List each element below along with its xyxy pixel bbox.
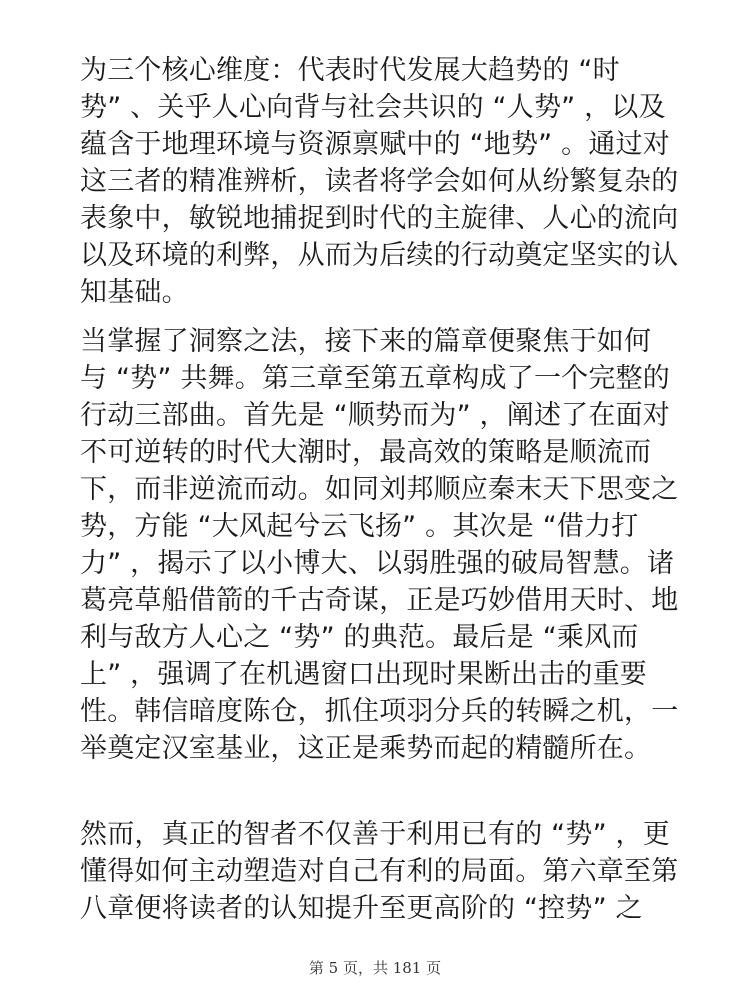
text-line: 势，方能 “大风起兮云飞扬” 。其次是 “借力打 — [80, 511, 639, 542]
text-line: 势” 、关乎人心向背与社会共识的 “人势” ，以及 — [80, 92, 666, 123]
text-line: 八章便将读者的认知提升至更高阶的 “控势” 之 — [80, 893, 643, 924]
text-line: 然而，真正的智者不仅善于利用已有的 “势” ，更 — [80, 819, 670, 850]
text-line: 以及环境的利弊，从而为后续的行动奠定坚实的认 — [80, 240, 679, 271]
text-line: 下，而非逆流而动。如同刘邦顺应秦末天下思变之 — [80, 474, 679, 505]
text-line: 上” ，强调了在机遇窗口出现时果断出击的重要 — [80, 659, 647, 690]
text-line: 不可逆转的时代大潮时，最高效的策略是顺流而 — [80, 437, 652, 468]
text-line: 蕴含于地理环境与资源禀赋中的 “地势” 。通过对 — [80, 129, 670, 160]
text-line: 为三个核心维度：代表时代发展大趋势的 “时 — [80, 55, 620, 86]
text-line: 力” ，揭示了以小博大、以弱胜强的破局智慧。诸 — [80, 548, 675, 579]
text-line — [80, 767, 680, 804]
text-line: 当掌握了洞察之法，接下来的篇章便聚焦于如何 — [80, 326, 652, 357]
text-line: 与 “势” 共舞。第三章至第五章构成了一个完整的 — [80, 363, 670, 394]
text-line: 举奠定汉室基业，这正是乘势而起的精髓所在。 — [80, 733, 652, 764]
paragraph-3 — [80, 816, 680, 927]
text-line: 行动三部曲。首先是 “顺势而为” ，阐述了在面对 — [80, 400, 670, 431]
paragraph-2 — [80, 323, 680, 804]
body-text — [80, 52, 680, 927]
text-line: 表象中，敏锐地捕捉到时代的主旋律、人心的流向 — [80, 203, 679, 234]
text-line: 利与敌方人心之 “势” 的典范。最后是 “乘风而 — [80, 622, 639, 653]
paragraph-1 — [80, 52, 680, 311]
text-line: 懂得如何主动塑造对自己有利的局面。第六章至第 — [80, 856, 679, 887]
text-line: 知基础。 — [80, 277, 189, 308]
text-line: 性。韩信暗度陈仓，抓住项羽分兵的转瞬之机，一 — [80, 696, 679, 727]
page-number-footer: 第 5 页，共 181 页 — [308, 959, 442, 977]
text-line: 这三者的精准辨析，读者将学会如何从纷繁复杂的 — [80, 166, 679, 197]
text-line: 葛亮草船借箭的千古奇谋，正是巧妙借用天时、地 — [80, 585, 679, 616]
